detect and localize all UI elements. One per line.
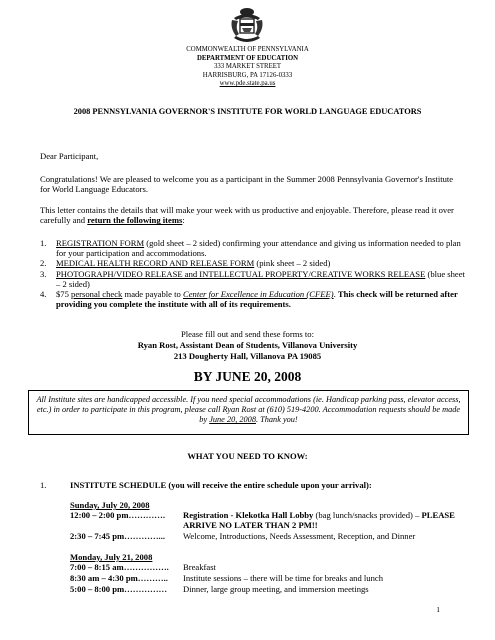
list-item-text: $75 [56, 289, 72, 300]
schedule-desc: Welcome, Introductions, Needs Assessment, Reception, and Dinner [183, 531, 416, 541]
notice-text: All Institute sites are handicapped accessible. If you need special accommodations (ie. Handicap parking pass, elevator access, etc.) in order to participate in this program, please call Ryan Rost at (610) 519-4200. Accommodation requests should be made by [36, 395, 461, 425]
letterhead [0, 46, 495, 89]
schedule-time: 8:30 am – 4:30 pm……….. [70, 573, 168, 583]
personal-check-link: personal check [71, 289, 123, 300]
photo-release-link: PHOTOGRAPH/VIDEO RELEASE and INTELLECTUAL PROPERTY/CREATIVE WORKS RELEASE [56, 268, 426, 279]
letterhead-dept: DEPARTMENT OF EDUCATION [196, 54, 299, 62]
schedule-time: 7:00 – 8:15 am……………. [70, 562, 169, 572]
list-item [40, 238, 465, 258]
schedule-day-monday: Monday, July 21, 2008 [70, 552, 153, 562]
list-item-text: . [333, 289, 338, 300]
list-item-number: 2. [40, 258, 47, 269]
send-address: 213 Dougherty Hall, Villanova PA 19085 [173, 351, 322, 361]
return-items-list [40, 238, 465, 309]
payee-name: Center for Excellence in Education (CFEE) [182, 289, 334, 300]
schedule-time: 2:30 – 7:45 pm…………... [70, 531, 166, 541]
registration-form-link: REGISTRATION FORM [56, 238, 145, 248]
schedule-row [70, 531, 470, 541]
list-item-text: made payable to [122, 289, 183, 300]
schedule-time: 5:00 – 8:00 pm…………… [70, 584, 168, 594]
letterhead-url[interactable]: www.pde.state.pa.us [219, 80, 276, 88]
accessibility-notice [28, 390, 469, 435]
medical-form-link: MEDICAL HEALTH RECORD AND RELEASE FORM [56, 258, 255, 269]
letterhead-street: 333 MARKET STREET [213, 63, 282, 71]
return-items-emphasis: return the following items [87, 215, 183, 226]
schedule-desc: Dinner, large group meeting, and immersion meetings [183, 584, 369, 594]
section-heading: WHAT YOU NEED TO KNOW: [187, 451, 308, 461]
notice-end: . Thank you! [255, 415, 298, 425]
paragraph-details [40, 205, 460, 226]
send-instructions: Please fill out and send these forms to: [181, 329, 314, 339]
schedule-desc: (bag lunch/snacks provided) – [313, 510, 422, 520]
list-item [40, 269, 465, 289]
deadline: BY JUNE 20, 2008 [193, 369, 302, 384]
notice-date: June 20, 2008 [209, 415, 256, 425]
letterhead-city: HARRISBURG, PA 17126-0333 [202, 71, 293, 79]
schedule-desc: Institute sessions – there will be time for breaks and lunch [183, 573, 383, 583]
list-item-number: 1. [40, 238, 47, 248]
registration-location: Registration - Klekotka Hall Lobby [183, 510, 314, 520]
schedule-row [70, 562, 470, 572]
schedule-desc: Breakfast [183, 562, 216, 572]
schedule-time: 12:00 – 2:00 pm…………. [70, 510, 166, 520]
list-item [40, 289, 465, 309]
letterhead-org: COMMONWEALTH OF PENNSYLVANIA [186, 46, 309, 53]
paragraph-details-end: : [182, 215, 185, 226]
list-item-text: (gold sheet – 2 sided) confirming your attendance and giving us information needed to plan for your participation and accommodations. [56, 238, 461, 259]
schedule-number: 1. [40, 480, 47, 490]
salutation: Dear Participant, [40, 151, 99, 161]
schedule-day-sunday: Sunday, July 20, 2008 [70, 500, 150, 510]
schedule-row [70, 510, 470, 530]
schedule-heading-text: INSTITUTE SCHEDULE (you will receive the entire schedule upon your arrival): [70, 480, 372, 490]
document-title: 2008 PENNSYLVANIA GOVERNOR'S INSTITUTE FOR WORLD LANGUAGE EDUCATORS [73, 107, 422, 116]
send-recipient: Ryan Rost, Assistant Dean of Students, Villanova University [137, 340, 358, 350]
list-item-text: (blue sheet – 2 sided) [56, 268, 465, 289]
schedule-row [70, 573, 470, 583]
arrival-warning: PLEASE ARRIVE NO LATER THAN 2 PM!! [183, 510, 455, 531]
list-item-text: (pink sheet – 2 sided) [254, 258, 331, 269]
list-item-number: 3. [40, 268, 47, 279]
pennsylvania-seal-icon [228, 6, 266, 46]
list-item [40, 258, 465, 268]
schedule-heading [40, 480, 480, 490]
page-number: 1 [436, 605, 440, 614]
paragraph-welcome: Congratulations! We are pleased to welcome you as a participant in the Summer 2008 Pennsylvania Governor's Institute for World Language Educators. [40, 174, 454, 195]
list-item-number: 4. [40, 289, 47, 300]
check-return-note: This check will be returned after providing you complete the institute with all of its requirements. [56, 289, 458, 310]
schedule-row [70, 584, 470, 594]
paragraph-details-text: This letter contains the details that will make your week with us productive and enjoyable. Therefore, please read it over carefully and [40, 205, 454, 226]
